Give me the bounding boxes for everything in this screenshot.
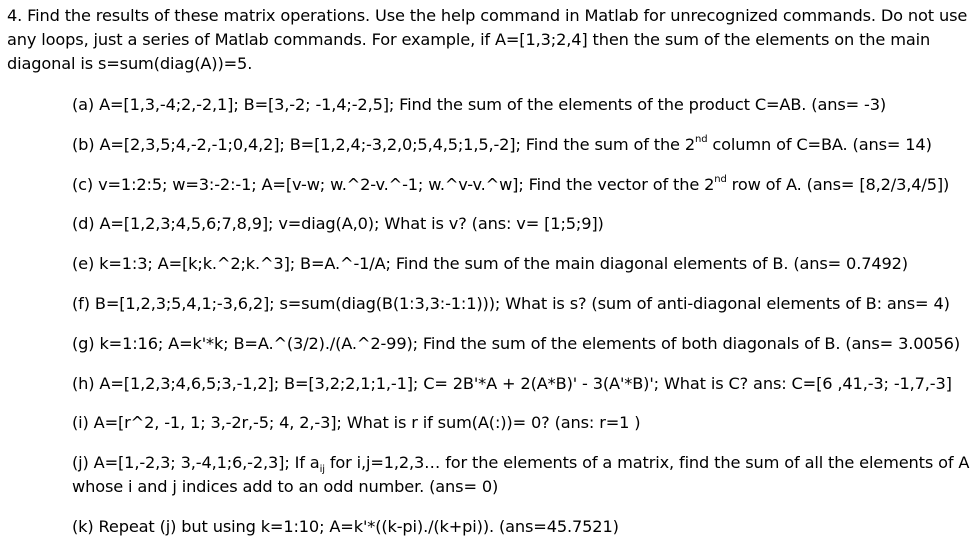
item-c-text-end: row of A. (ans= [8,2/3,4/5]) — [726, 174, 950, 194]
item-b-superscript: nd — [695, 134, 708, 146]
item-i: (i) A=[r^2, -1, 1; 3,-2r,-5; 4, 2,-3]; What is r if sum(A(:))= 0? (ans: r=1 ) — [72, 413, 641, 433]
item-e: (e) k=1:3; A=[k;k.^2;k.^3]; B=A.^-1/A; Find the sum of the main diagonal elements of B. (ans= 0.7492) — [72, 254, 908, 274]
item-f: (f) B=[1,2,3;5,4,1;-3,6,2]; s=sum(diag(B(1:3,3:-1:1))); What is s? (sum of anti-diagonal elements of B: ans= 4) — [72, 293, 950, 313]
item-c-text: (c) v=1:2:5; w=3:-2:-1; A=[v-w; w.^2-v.^-1; w.^v-v.^w]; Find the vector of the 2 — [72, 174, 715, 194]
intro-line-3: diagonal is s=sum(diag(A))=5. — [7, 54, 253, 73]
item-g: (g) k=1:16; A=k'*k; B=A.^(3/2)./(A.^2-99); Find the sum of the elements of both diagonals of B. (ans= 3.0056) — [72, 333, 960, 353]
item-a: (a) A=[1,3,-4;2,-2,1]; B=[3,-2; -1,4;-2,5]; Find the sum of the elements of the product C=AB. (ans= -3) — [72, 95, 887, 114]
problem-items — [72, 93, 972, 555]
intro-line-2: any loops, just a series of Matlab commands. For example, if A=[1,3;2,4] then the sum of the elements on the main — [7, 30, 931, 49]
item-b-text: (b) A=[2,3,5;4,-2,-1;0,4,2]; B=[1,2,4;-3,2,0;5,4,5;1,5,-2]; Find the sum of the 2 — [72, 134, 696, 154]
item-k: (k) Repeat (j) but using k=1:10; A=k'*((k-pi)./(k+pi)). (ans=45.7521) — [72, 517, 619, 537]
item-b-text-end: column of C=BA. (ans= 14) — [707, 134, 932, 154]
item-c — [72, 173, 972, 197]
item-j-subscript: ij — [319, 464, 325, 476]
intro-line-1: 4. Find the results of these matrix operations. Use the help command in Matlab for unrecognized commands. Do not use — [7, 6, 968, 25]
item-j-text-end: for i,j=1,2,3… for the elements of a matrix, find the sum of all the elements of A — [324, 453, 970, 473]
problem-intro — [7, 4, 969, 76]
item-j — [72, 451, 972, 499]
item-b — [72, 133, 972, 157]
item-j-text: (j) A=[1,-2,3; 3,-4,1;6,-2,3]; If a — [72, 453, 320, 473]
item-c-superscript: nd — [714, 174, 727, 186]
item-d: (d) A=[1,2,3;4,5,6;7,8,9]; v=diag(A,0); What is v? (ans: v= [1;5;9]) — [72, 214, 604, 234]
item-h: (h) A=[1,2,3;4,6,5;3,-1,2]; B=[3,2;2,1;1,-1]; C= 2B'*A + 2(A*B)' - 3(A'*B)'; What is C? ans: C=[6 ,41,-3; -1,7,-3] — [72, 373, 952, 393]
item-j-line-2: whose i and j indices add to an odd number. (ans= 0) — [72, 477, 499, 497]
